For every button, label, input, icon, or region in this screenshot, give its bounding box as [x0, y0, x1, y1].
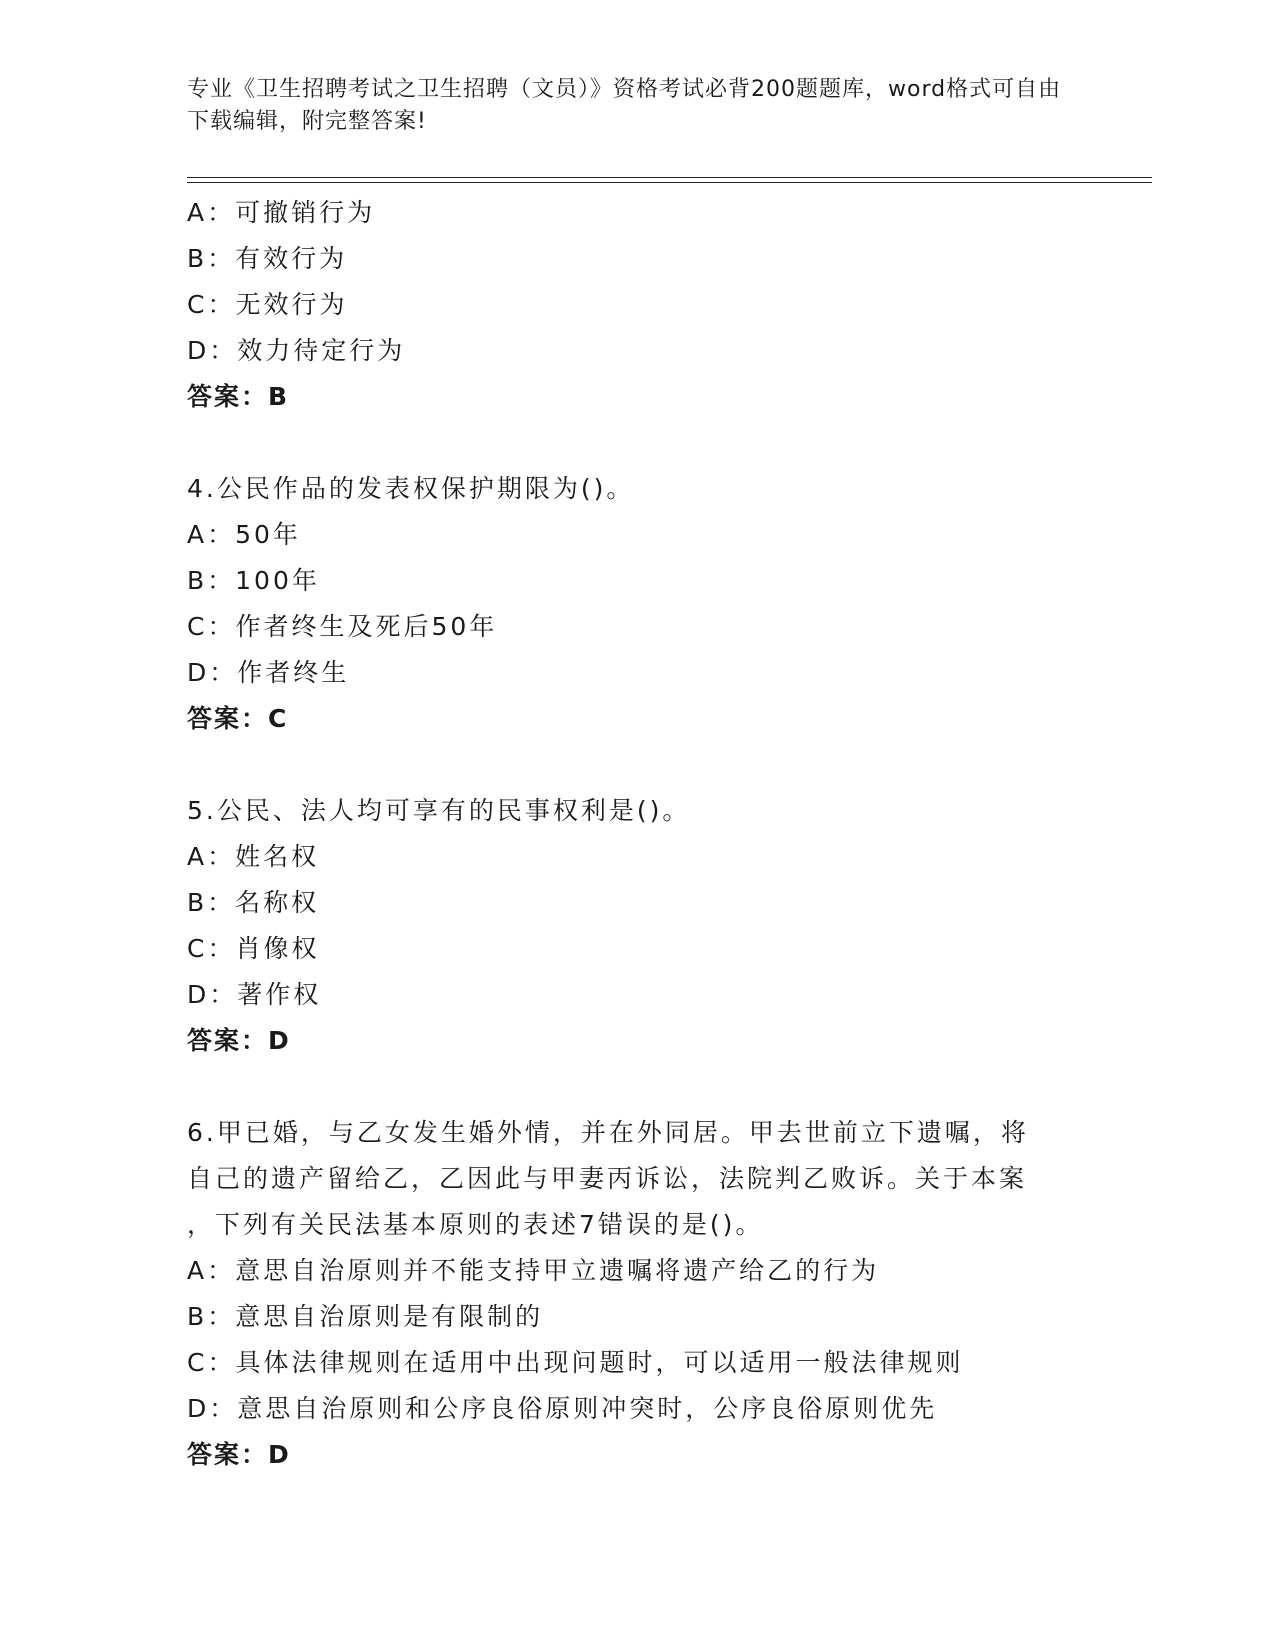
- q4-option-c: C：作者终生及死后50年: [187, 612, 498, 641]
- q4-option-d: D：作者终生: [187, 658, 350, 687]
- q3-option-a: A：可撤销行为: [187, 198, 376, 227]
- q5-answer: 答案：D: [187, 1026, 291, 1055]
- q6-question-line-2: 自己的遗产留给乙，乙因此与甲妻丙诉讼，法院判乙败诉。关于本案: [187, 1164, 1028, 1193]
- q5-option-a: A：姓名权: [187, 842, 320, 871]
- header-divider-bottom: [187, 182, 1152, 183]
- q3-option-b: B：有效行为: [187, 244, 348, 273]
- question-3-block: [187, 190, 1087, 420]
- q5-option-c: C：肖像权: [187, 934, 320, 963]
- q5-option-b: B：名称权: [187, 888, 320, 917]
- q4-option-a: A：50年: [187, 520, 301, 549]
- spacer: [187, 420, 1087, 466]
- q4-answer: 答案：C: [187, 704, 289, 733]
- question-4-block: [187, 466, 1087, 742]
- q4-question: 4.公民作品的发表权保护期限为()。: [187, 474, 635, 503]
- q6-option-a: A：意思自治原则并不能支持甲立遗嘱将遗产给乙的行为: [187, 1256, 880, 1285]
- question-list: [187, 190, 1087, 1478]
- question-5-block: [187, 788, 1087, 1064]
- q3-option-d: D：效力待定行为: [187, 336, 406, 365]
- q5-option-d: D：著作权: [187, 980, 322, 1009]
- q3-answer: 答案：B: [187, 382, 290, 411]
- q6-option-d: D：意思自治原则和公序良俗原则冲突时，公序良俗原则优先: [187, 1394, 938, 1423]
- spacer: [187, 1064, 1087, 1110]
- question-6-block: [187, 1110, 1087, 1478]
- q3-option-c: C：无效行为: [187, 290, 348, 319]
- spacer: [187, 742, 1087, 788]
- document-header: 专业《卫生招聘考试之卫生招聘（文员）》资格考试必背200题题库，word格式可自由下载编辑，附完整答案!: [187, 77, 1062, 134]
- q6-option-b: B：意思自治原则是有限制的: [187, 1302, 544, 1331]
- q6-option-c: C：具体法律规则在适用中出现问题时，可以适用一般法律规则: [187, 1348, 964, 1377]
- q4-option-b: B：100年: [187, 566, 320, 595]
- q6-answer: 答案：D: [187, 1440, 291, 1469]
- q6-question-line-3: ，下列有关民法基本原则的表述7错误的是()。: [187, 1210, 764, 1239]
- q5-question: 5.公民、法人均可享有的民事权利是()。: [187, 796, 691, 825]
- header-divider-top: [187, 177, 1152, 178]
- q6-question-line-1: 6.甲已婚，与乙女发生婚外情，并在外同居。甲去世前立下遗嘱，将: [187, 1118, 1029, 1147]
